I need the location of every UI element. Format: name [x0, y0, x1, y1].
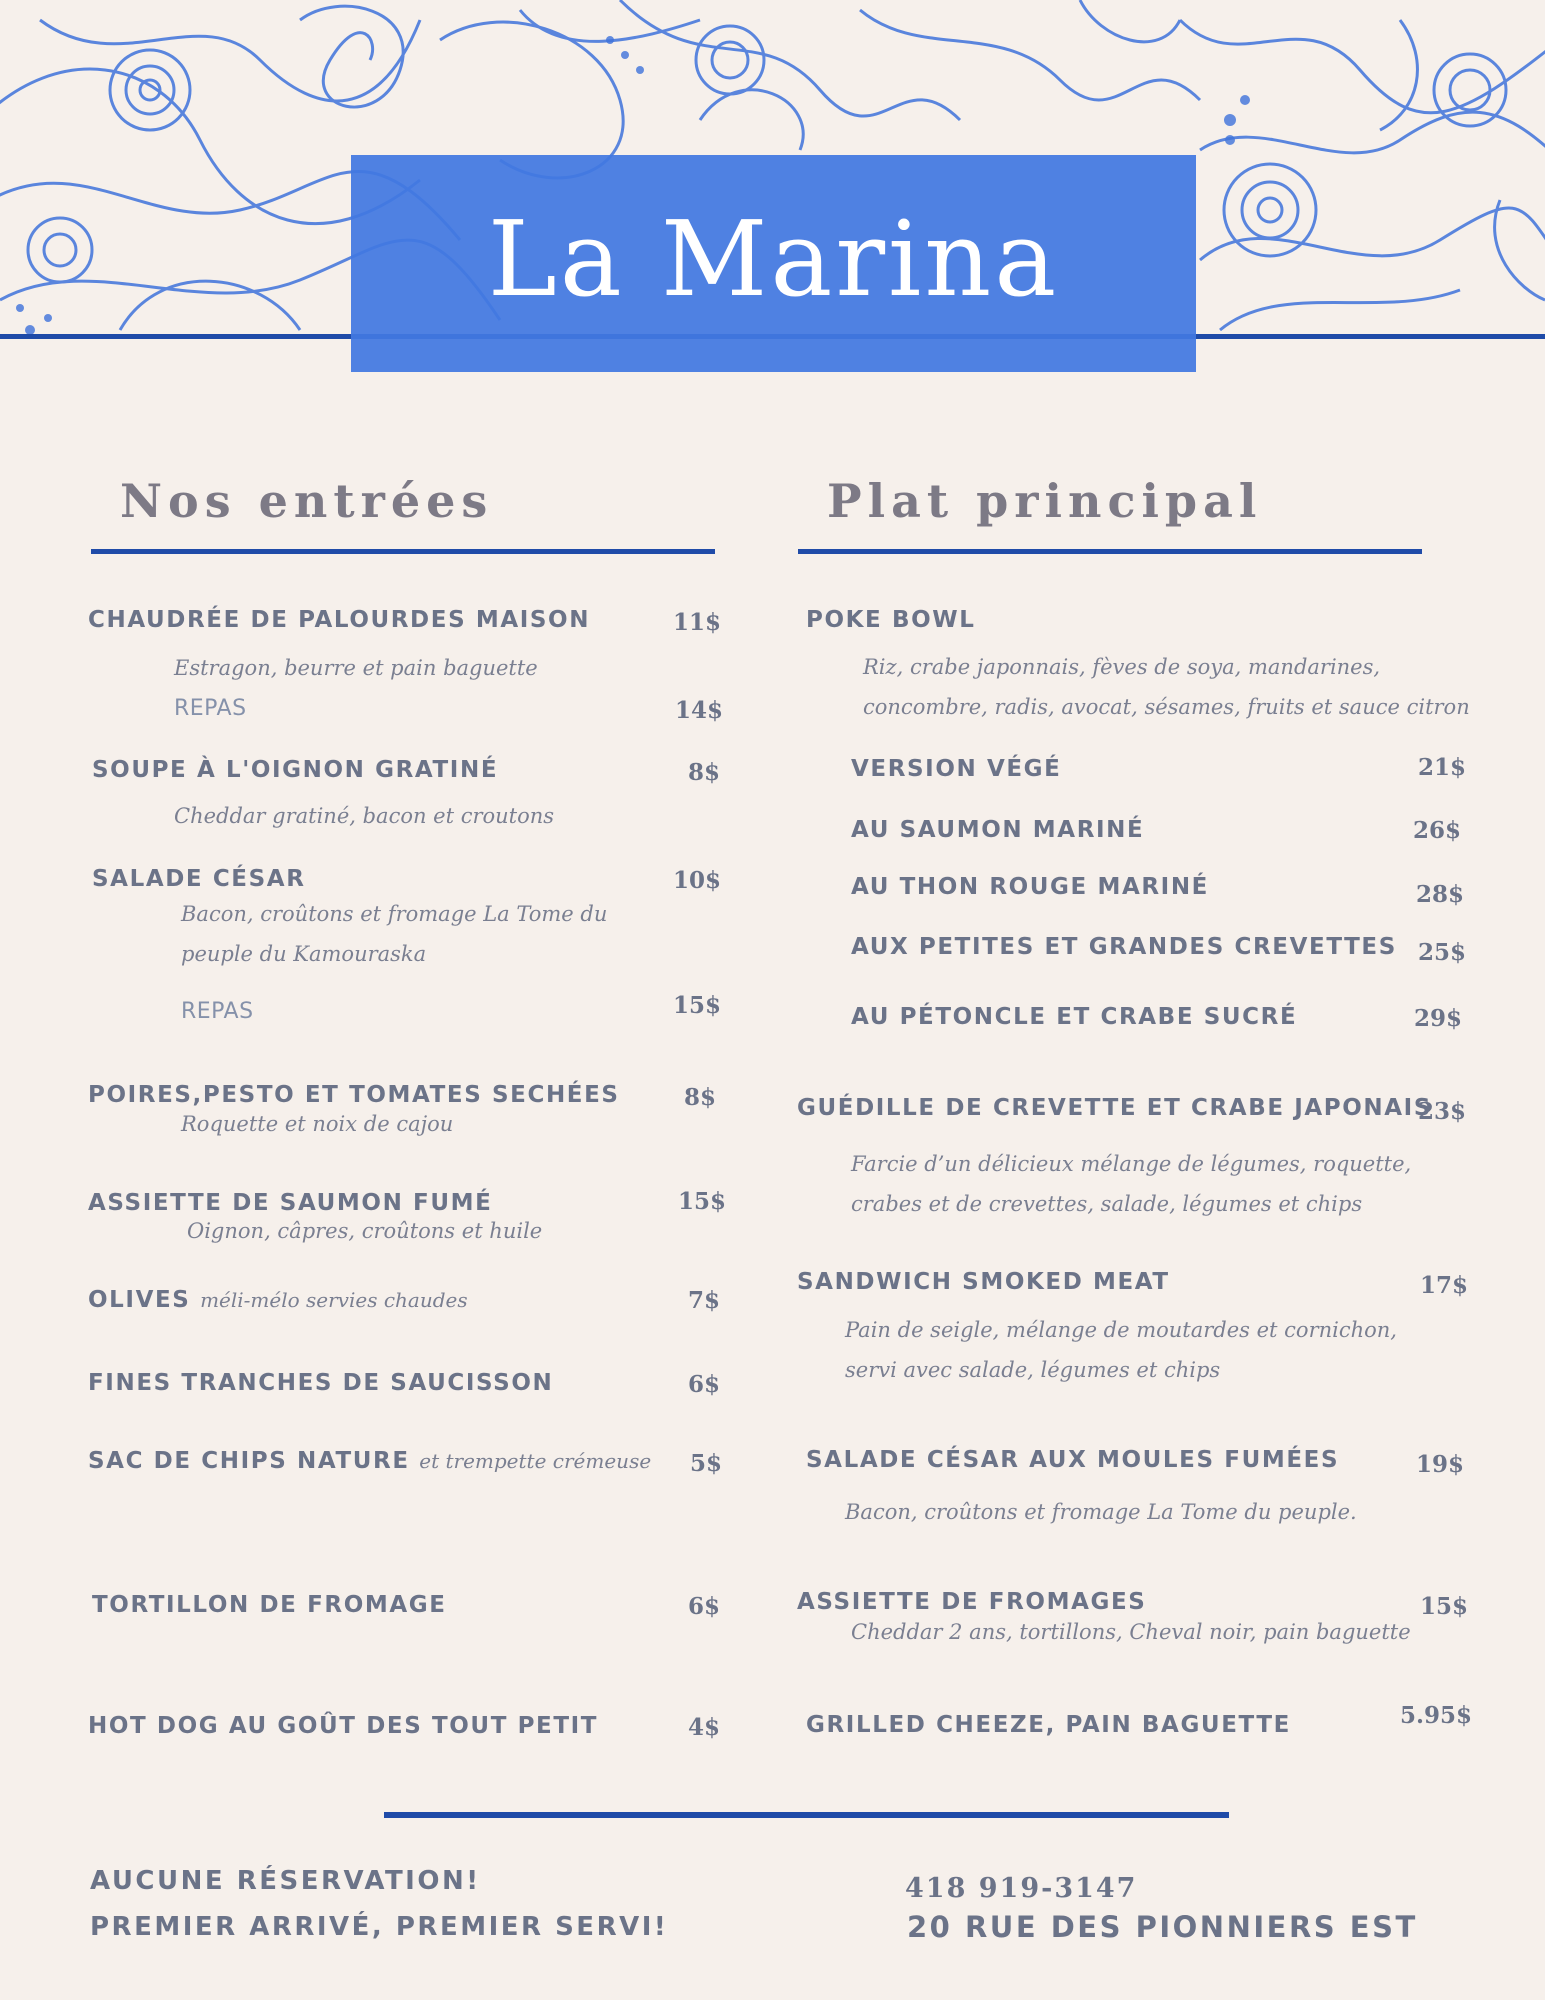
menu-item-description: Farcie d’un délicieux mélange de légumes, roquette, [851, 1152, 1412, 1176]
entrees-heading-rule [91, 549, 715, 554]
footer-rule [384, 1812, 1229, 1818]
menu-item-sub-label: REPAS [181, 999, 254, 1024]
footer-phone: 418 919-3147 [905, 1873, 1138, 1904]
menu-item-description: Estragon, beurre et pain baguette [174, 656, 538, 680]
menu-item-price: 8$ [688, 759, 721, 786]
footer-first-come: PREMIER ARRIVÉ, PREMIER SERVI! [90, 1912, 669, 1942]
restaurant-title: La Marina [487, 198, 1060, 320]
menu-item-price: 19$ [1416, 1451, 1465, 1478]
footer-address: 20 RUE DES PIONNIERS EST [907, 1910, 1418, 1944]
menu-item-sub-label: REPAS [174, 696, 247, 721]
menu-item-description: méli-mélo servies chaudes [200, 1288, 468, 1312]
menu-variant-name: AU PÉTONCLE ET CRABE SUCRÉ [851, 1004, 1298, 1030]
menu-variant-price: 25$ [1418, 939, 1467, 966]
menu-item-name: ASSIETTE DE FROMAGES [797, 1589, 1147, 1615]
menu-variant-price: 21$ [1418, 754, 1467, 781]
menu-item-description: Riz, crabe japonnais, fèves de soya, mandarines, [863, 655, 1381, 679]
menu-item-description: Cheddar gratiné, bacon et croutons [174, 804, 555, 828]
menu-item-name: SALADE CÉSAR [92, 866, 306, 892]
menu-item-name: HOT DOG AU GOÛT DES TOUT PETIT [88, 1713, 599, 1739]
menu-item-description: concombre, radis, avocat, sésames, fruits et sauce citron [863, 695, 1470, 719]
menu-item-name: POIRES,PESTO ET TOMATES SECHÉES [88, 1082, 620, 1108]
menu-item-price: 6$ [688, 1371, 721, 1398]
menu-item-price: 5.95$ [1400, 1702, 1473, 1729]
menu-variant-name: AU SAUMON MARINÉ [851, 817, 1145, 843]
menu-item-name-text: SAC DE CHIPS NATURE [88, 1448, 410, 1474]
menu-variant-name: AUX PETITES ET GRANDES CREVETTES [851, 934, 1397, 960]
menu-item-name: FINES TRANCHES DE SAUCISSON [88, 1370, 554, 1396]
menu-variant-price: 29$ [1414, 1005, 1463, 1032]
menu-item-description: Roquette et noix de cajou [181, 1112, 454, 1136]
menu-item-price: 17$ [1420, 1272, 1469, 1299]
menu-variant-price: 28$ [1416, 881, 1465, 908]
menu-item-description: Bacon, croûtons et fromage La Tome du peuple. [845, 1500, 1357, 1524]
entrees-heading: Nos entrées [120, 474, 494, 528]
menu-variant-name: VERSION VÉGÉ [851, 756, 1062, 782]
menu-item-description: Oignon, câpres, croûtons et huile [187, 1219, 543, 1243]
menu-item-name [88, 1287, 468, 1313]
menu-item-description: peuple du Kamouraska [181, 942, 427, 966]
menu-variant-name: AU THON ROUGE MARINÉ [851, 874, 1209, 900]
menu-variant-price: 26$ [1413, 817, 1462, 844]
plats-heading-rule [798, 549, 1422, 554]
menu-item-name: CHAUDRÉE DE PALOURDES MAISON [88, 607, 591, 633]
menu-item-name: GUÉDILLE DE CREVETTE ET CRABE JAPONAIS [797, 1095, 1432, 1121]
menu-item-description: servi avec salade, légumes et chips [845, 1358, 1221, 1382]
title-box [351, 155, 1196, 372]
footer-no-reservation: AUCUNE RÉSERVATION! [90, 1866, 481, 1896]
menu-item-description: Cheddar 2 ans, tortillons, Cheval noir, pain baguette [851, 1620, 1411, 1644]
menu-item-name: GRILLED CHEEZE, PAIN BAGUETTE [806, 1712, 1291, 1738]
menu-item-name: ASSIETTE DE SAUMON FUMÉ [88, 1190, 493, 1216]
menu-item-description: Bacon, croûtons et fromage La Tome du [181, 902, 608, 926]
menu-item-description: crabes et de crevettes, salade, légumes et chips [851, 1192, 1363, 1216]
menu-item-name-text: OLIVES [88, 1287, 191, 1313]
menu-item-sub-price: 14$ [675, 697, 724, 724]
menu-item-price: 8$ [684, 1084, 717, 1111]
menu-item-price: 23$ [1418, 1098, 1467, 1125]
menu-item-price: 7$ [688, 1287, 721, 1314]
menu-item-description: et trempette crémeuse [419, 1449, 652, 1473]
menu-item-price: 4$ [688, 1714, 721, 1741]
menu-item-description: Pain de seigle, mélange de moutardes et cornichon, [845, 1318, 1397, 1342]
menu-item-price: 6$ [688, 1593, 721, 1620]
menu-item-price: 15$ [1420, 1593, 1469, 1620]
menu-item-name: SOUPE À L'OIGNON GRATINÉ [92, 757, 499, 783]
plats-heading: Plat principal [827, 474, 1263, 528]
menu-item-name [88, 1448, 651, 1474]
menu-item-price: 15$ [678, 1188, 727, 1215]
menu-item-name: TORTILLON DE FROMAGE [92, 1592, 447, 1618]
menu-item-name: SANDWICH SMOKED MEAT [797, 1269, 1170, 1295]
menu-item-name: SALADE CÉSAR AUX MOULES FUMÉES [806, 1447, 1340, 1473]
menu-item-name: POKE BOWL [806, 607, 976, 633]
menu-item-price: 5$ [690, 1450, 723, 1477]
menu-item-price: 10$ [673, 867, 722, 894]
menu-item-sub-price: 15$ [673, 992, 722, 1019]
menu-item-price: 11$ [673, 609, 722, 636]
